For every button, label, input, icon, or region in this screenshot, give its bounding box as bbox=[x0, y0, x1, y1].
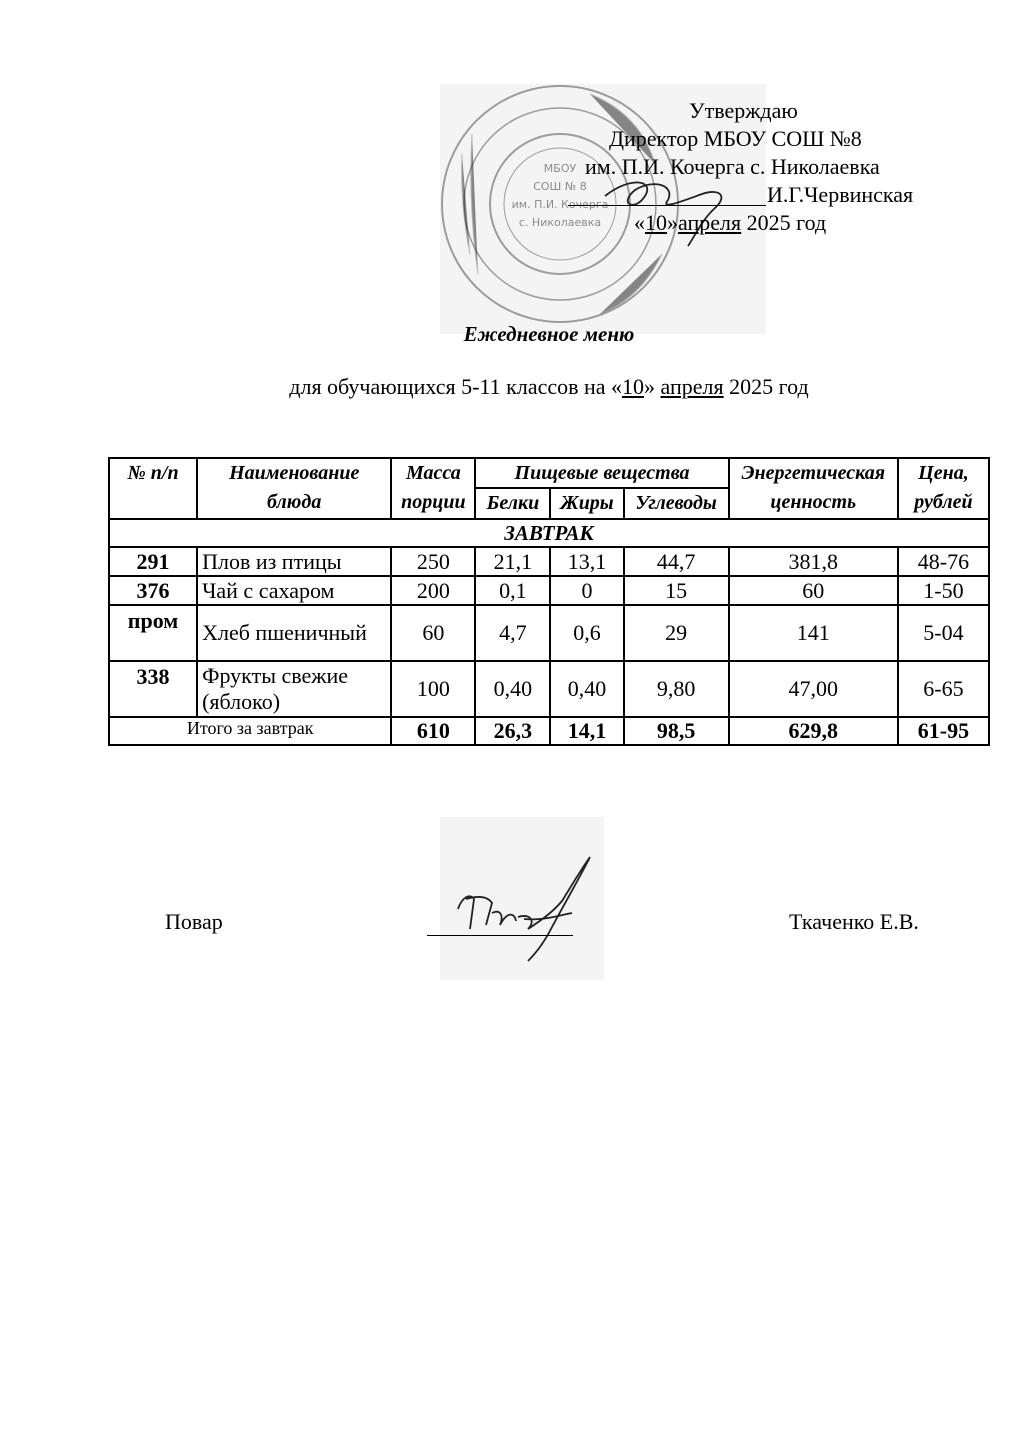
row-carbs: 9,80 bbox=[624, 661, 729, 717]
cook-signature-scribble bbox=[440, 817, 604, 980]
row-fat: 13,1 bbox=[550, 547, 623, 576]
row-price: 6-65 bbox=[898, 661, 989, 717]
approval-date-day: 10 bbox=[645, 210, 667, 235]
approval-signature-line bbox=[568, 205, 766, 206]
row-fat: 0 bbox=[550, 576, 623, 605]
row-num: пром bbox=[109, 605, 197, 661]
row-energy: 141 bbox=[729, 605, 898, 661]
total-row bbox=[109, 717, 989, 745]
section-label: ЗАВТРАК bbox=[109, 519, 989, 547]
table-row bbox=[109, 661, 989, 717]
row-carbs: 29 bbox=[624, 605, 729, 661]
row-mass: 200 bbox=[391, 576, 475, 605]
section-row bbox=[109, 519, 989, 547]
header-nutrients: Пищевые вещества bbox=[475, 458, 728, 488]
header-name: Наименование блюда bbox=[197, 458, 391, 519]
table-row bbox=[109, 576, 989, 605]
row-carbs: 44,7 bbox=[624, 547, 729, 576]
stamp-line-3: им. П.И. Кочерга bbox=[511, 198, 609, 211]
page-title: Ежедневное меню bbox=[463, 322, 635, 346]
row-num: 338 bbox=[109, 661, 197, 717]
total-fat: 14,1 bbox=[550, 717, 623, 745]
cook-signature-area bbox=[440, 817, 604, 980]
approval-heading: Утверждаю bbox=[689, 98, 798, 123]
total-price: 61-95 bbox=[898, 717, 989, 745]
row-price: 1-50 bbox=[898, 576, 989, 605]
row-name: Чай с сахаром bbox=[197, 576, 391, 605]
row-energy: 60 bbox=[729, 576, 898, 605]
total-label: Итого за завтрак bbox=[109, 717, 391, 745]
cook-signature-line bbox=[427, 935, 573, 936]
row-name: Хлеб пшеничный bbox=[197, 605, 391, 661]
row-carbs: 15 bbox=[624, 576, 729, 605]
total-mass: 610 bbox=[391, 717, 475, 745]
approval-signer-name: И.Г.Червинская bbox=[767, 182, 914, 207]
row-protein: 0,1 bbox=[475, 576, 550, 605]
header-mass: Масса порции bbox=[391, 458, 475, 519]
row-num: 376 bbox=[109, 576, 197, 605]
stamp-line-2: СОШ № 8 bbox=[533, 180, 587, 193]
row-mass: 250 bbox=[391, 547, 475, 576]
table-row bbox=[109, 605, 989, 661]
header-num: № п/п bbox=[109, 458, 197, 519]
header-energy: Энергетическая ценность bbox=[729, 458, 898, 519]
total-energy: 629,8 bbox=[729, 717, 898, 745]
stamp-line-4: с. Николаевка bbox=[518, 216, 602, 229]
row-energy: 47,00 bbox=[729, 661, 898, 717]
row-mass: 60 bbox=[391, 605, 475, 661]
approval-date: «10»апреля 2025 год bbox=[634, 210, 827, 235]
table-row bbox=[109, 547, 989, 576]
total-carbs: 98,5 bbox=[624, 717, 729, 745]
header-protein: Белки bbox=[475, 488, 550, 519]
header-carbs: Углеводы bbox=[624, 488, 729, 519]
row-name: Плов из птицы bbox=[197, 547, 391, 576]
stamp-line-1: МБОУ bbox=[543, 162, 577, 175]
menu-table bbox=[108, 457, 990, 746]
total-protein: 26,3 bbox=[475, 717, 550, 745]
header-price: Цена, рублей bbox=[898, 458, 989, 519]
approval-date-month: апреля bbox=[678, 210, 742, 235]
row-price: 48-76 bbox=[898, 547, 989, 576]
row-protein: 0,40 bbox=[475, 661, 550, 717]
approval-position: Директор МБОУ СОШ №8 bbox=[609, 126, 862, 151]
row-protein: 21,1 bbox=[475, 547, 550, 576]
table-header-row bbox=[109, 458, 989, 488]
row-fat: 0,6 bbox=[550, 605, 623, 661]
row-name: Фрукты свежие (яблоко) bbox=[197, 661, 391, 717]
row-mass: 100 bbox=[391, 661, 475, 717]
row-num: 291 bbox=[109, 547, 197, 576]
cook-name: Ткаченко Е.В. bbox=[789, 909, 919, 934]
page-subtitle: для обучающихся 5-11 классов на «10» апреля 2025 год bbox=[289, 374, 809, 399]
cook-role-label: Повар bbox=[165, 909, 223, 934]
row-fat: 0,40 bbox=[550, 661, 623, 717]
row-protein: 4,7 bbox=[475, 605, 550, 661]
header-fat: Жиры bbox=[550, 488, 623, 519]
approval-school: им. П.И. Кочерга с. Николаевка bbox=[585, 154, 880, 179]
row-energy: 381,8 bbox=[729, 547, 898, 576]
row-price: 5-04 bbox=[898, 605, 989, 661]
